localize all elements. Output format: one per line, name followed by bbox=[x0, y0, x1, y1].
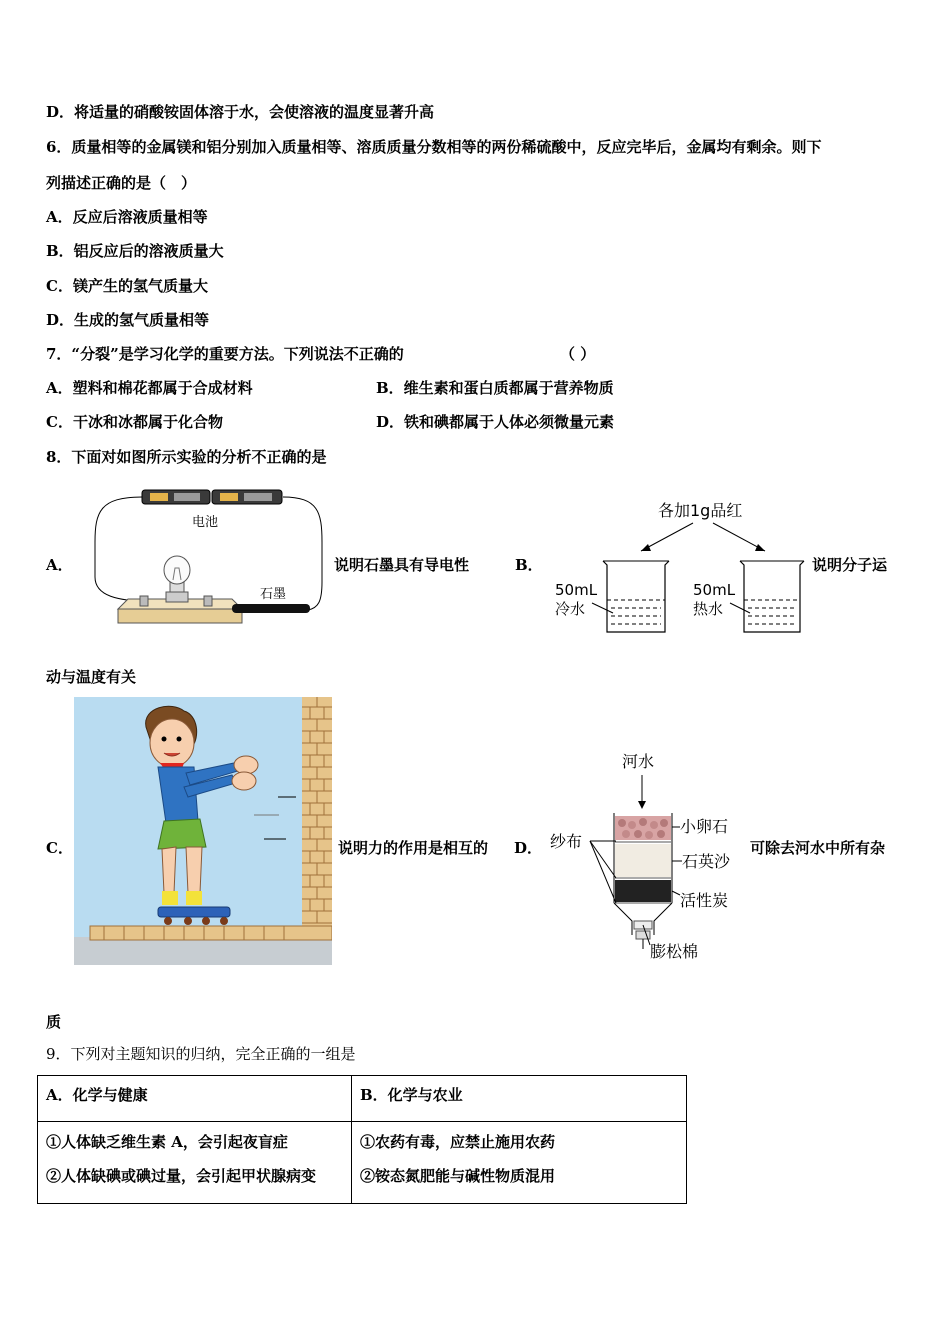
q8c-skater-figure bbox=[74, 697, 332, 969]
dye-label: 各加1g品红 bbox=[658, 501, 743, 520]
battery-icon bbox=[142, 490, 282, 504]
beaker-hot bbox=[740, 561, 804, 632]
q7-option-c: C．干冰和冰都属于化合物 bbox=[46, 413, 223, 431]
q9-b-item-1: ①农药有毒，应禁止施用农药 bbox=[360, 1133, 556, 1151]
filter-bottle bbox=[614, 813, 672, 949]
q9-cell-b-title: B．化学与农业 bbox=[352, 1076, 687, 1122]
cotton-label: 膨松棉 bbox=[650, 942, 699, 961]
cold-label: 冷水 bbox=[555, 600, 586, 618]
q6-option-c: C．镁产生的氢气质量大 bbox=[46, 277, 208, 295]
q6-stem-line1: 6．质量相等的金属镁和铝分别加入质量相等、溶质质量分数相等的两份稀硫酸中，反应完毕后，金属均有剩余。则下 bbox=[46, 138, 822, 156]
cold-pointer bbox=[592, 603, 613, 613]
pebble-label: 小卵石 bbox=[680, 817, 729, 836]
graphite-rod bbox=[232, 604, 310, 613]
q8b-beakers-figure bbox=[545, 495, 810, 640]
q7-stem: 7．“分裂”是学习化学的重要方法。下列说法不正确的 bbox=[46, 345, 404, 363]
q8-option-c-text: 说明力的作用是相互的 bbox=[338, 839, 489, 857]
q9-b-item-2: ②铵态氮肥能与碱性物质混用 bbox=[360, 1167, 556, 1185]
arrow-right-head bbox=[755, 544, 765, 551]
ground bbox=[74, 937, 332, 965]
q8d-filter-figure bbox=[550, 745, 745, 967]
light-bulb-icon bbox=[164, 556, 190, 602]
river-water-label: 河水 bbox=[622, 752, 655, 771]
q6-option-d: D．生成的氢气质量相等 bbox=[46, 311, 210, 329]
hot-pointer bbox=[730, 603, 750, 613]
table-row bbox=[38, 1122, 687, 1204]
graphite-label: 石墨 bbox=[260, 587, 287, 602]
q9-cell-a-body bbox=[38, 1122, 352, 1204]
table-row bbox=[38, 1076, 687, 1122]
q6-stem-line2: 列描述正确的是（ ） bbox=[46, 174, 197, 192]
q8a-circuit-figure bbox=[70, 482, 332, 634]
q9-a-item-1: ①人体缺乏维生素 A，会引起夜盲症 bbox=[46, 1133, 288, 1151]
q7-option-b: B．维生素和蛋白质都属于营养物质 bbox=[376, 379, 614, 397]
hot-volume: 50mL bbox=[693, 581, 736, 599]
battery-label: 电池 bbox=[192, 515, 219, 530]
q8-option-c-letter: C． bbox=[46, 839, 73, 857]
roller-skate-icon bbox=[158, 907, 230, 917]
carbon-pointer bbox=[672, 891, 680, 895]
terminal-icon bbox=[140, 596, 148, 606]
q9-cell-b-body bbox=[352, 1122, 687, 1204]
activated-carbon-label: 活性炭 bbox=[680, 891, 729, 910]
q9-stem: 9．下列对主题知识的归纳，完全正确的一组是 bbox=[46, 1045, 356, 1063]
q7-answer-paren: （ ） bbox=[560, 345, 596, 363]
hot-label: 热水 bbox=[693, 600, 724, 618]
terminal-icon bbox=[204, 596, 212, 606]
q6-option-a: A．反应后溶液质量相等 bbox=[46, 208, 208, 226]
cold-volume: 50mL bbox=[555, 581, 598, 599]
q5-option-d: D．将适量的硝酸铵固体溶于水，会使溶液的温度显著升高 bbox=[46, 103, 435, 121]
arrow-left-head bbox=[641, 544, 651, 551]
q6-option-b: B．铝反应后的溶液质量大 bbox=[46, 242, 224, 260]
q8-option-d-letter: D． bbox=[514, 839, 543, 857]
quartz-sand-label: 石英沙 bbox=[682, 852, 731, 871]
q8-option-d-text-cont: 质 bbox=[46, 1013, 62, 1031]
q8-option-d-text: 可除去河水中所有杂 bbox=[750, 839, 886, 857]
wire-left bbox=[95, 497, 145, 602]
wooden-board bbox=[118, 599, 242, 623]
q8-option-b-text: 说明分子运 bbox=[812, 556, 888, 574]
q9-a-item-2: ②人体缺碘或碘过量，会引起甲状腺病变 bbox=[46, 1167, 317, 1185]
beaker-cold bbox=[603, 561, 669, 632]
q7-option-a: A．塑料和棉花都属于合成材料 bbox=[46, 379, 253, 397]
q8-option-a-text: 说明石墨具有导电性 bbox=[334, 556, 470, 574]
q9-cell-a-title: A．化学与健康 bbox=[38, 1076, 352, 1122]
inflow-arrow-head bbox=[638, 801, 646, 809]
q8-option-a-letter: A． bbox=[46, 556, 73, 574]
wire-right bbox=[283, 497, 322, 610]
q7-option-d: D．铁和碘都属于人体必须微量元素 bbox=[376, 413, 615, 431]
q8-option-b-text-cont: 动与温度有关 bbox=[46, 668, 137, 686]
gauze-label: 纱布 bbox=[550, 832, 583, 851]
q9-table bbox=[37, 1075, 687, 1204]
q8-option-b-letter: B． bbox=[515, 556, 543, 574]
q8-stem: 8．下面对如图所示实验的分析不正确的是 bbox=[46, 448, 327, 466]
